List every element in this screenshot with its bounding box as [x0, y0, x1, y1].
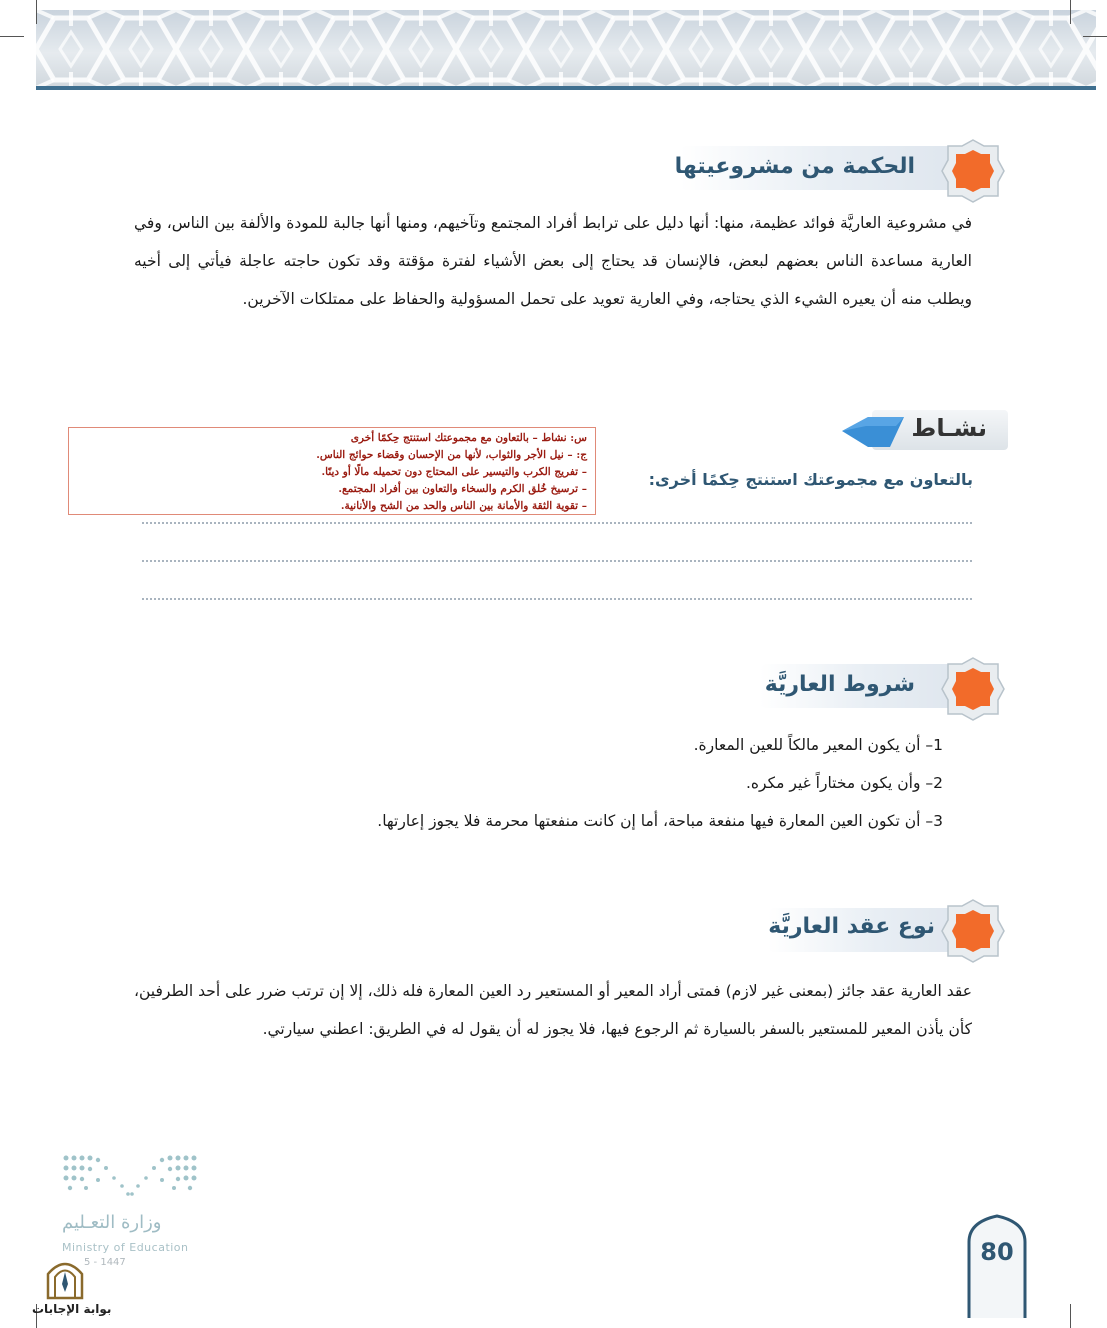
ministry-name-arabic: وزارة التعـليم — [62, 1212, 162, 1233]
answer-line: س: نشاط – بالتعاون مع مجموعتك استنتج حِكمًا أخرى — [350, 432, 587, 444]
answer-dotted-line — [142, 560, 972, 562]
page-number: 80 — [980, 1238, 1014, 1266]
condition-item: 3– أن تكون العين المعارة فيها منفعة مباحة، أما إن كانت منفعتها محرمة فلا يجوز إعارتها. — [377, 812, 943, 830]
crop-mark — [1083, 36, 1107, 37]
section-title-conditions: شروط العاريَّة — [764, 672, 915, 697]
answer-line: – ترسيخ خُلق الكرم والسخاء والتعاون بين أفراد المجتمع. — [338, 483, 587, 495]
crop-mark — [0, 36, 24, 37]
condition-item: 2– وأن يكون مختاراً غير مكره. — [746, 774, 943, 792]
crop-mark — [1070, 0, 1071, 24]
ministry-logo-icon — [62, 1154, 198, 1200]
site-name: بوابة الإجابات — [32, 1302, 112, 1316]
activity-prompt: بالتعاون مع مجموعتك استنتج حِكمًا أخرى: — [648, 470, 973, 489]
header-rule — [36, 86, 1096, 90]
answer-line: – تفريج الكرب والتيسير على المحتاج دون تحميله مالًا أو دينًا. — [321, 466, 587, 478]
activity-title: نشـاط — [911, 414, 987, 442]
section-title-contract: نوع عقد العاريَّة — [768, 914, 935, 939]
header-ornament-band — [36, 10, 1096, 88]
handwritten-answer-box — [68, 427, 596, 515]
ministry-name-english: Ministry of Education — [62, 1241, 189, 1254]
crop-mark — [1070, 1304, 1071, 1328]
condition-item: 1– أن يكون المعير مالكاً للعين المعارة. — [693, 736, 943, 754]
contract-paragraph: عقد العارية عقد جائز (بمعنى غير لازم) فمتى أراد المعير أو المستعير رد العين المعارة فله ذلك، إلا إن ترتب ضرر على أحد الطرفين، كأن يأذن المعير للمستعير بالسفر بالسيارة ثم الرجوع فيها، فلا يجوز له أن يقول له في الطريق: اعطني سيارتي. — [134, 982, 972, 1038]
octagon-badge-icon — [940, 138, 1006, 204]
wisdom-paragraph: في مشروعية العاريَّة فوائد عظيمة، منها: أنها دليل على ترابط أفراد المجتمع وتآخيهم، ومنها أنها جالبة للمودة والألفة بين الناس، وفي العارية مساعدة الناس بعضهم لبعض، فالإنسان قد يحتاج إلى بعض الأشياء لفترة مؤقتة وقد تكون حاجته عاجلة فيأتي إلى أخيه ويطلب منه أن يعيره الشيء الذي يحتاجه، وفي العارية تعويد على تحمل المسؤولية والحفاظ على ممتلكات الآخرين. — [134, 214, 972, 308]
ministry-year: 5 - 1447 — [84, 1257, 126, 1268]
activity-arrow-icon — [842, 416, 904, 448]
header-pattern-icon — [36, 10, 1096, 88]
site-logo-icon — [44, 1256, 86, 1300]
answer-dotted-line — [142, 522, 972, 524]
page-number-badge-icon — [966, 1214, 1028, 1318]
octagon-badge-icon — [940, 656, 1006, 722]
answer-line: ج: – نيل الأجر والثواب، لأنها من الإحسان وقضاء حوائج الناس. — [316, 449, 587, 461]
section-title-wisdom: الحكمة من مشروعيتها — [674, 154, 915, 179]
answer-dotted-line — [142, 598, 972, 600]
octagon-badge-icon — [940, 898, 1006, 964]
answer-line: – تقوية الثقة والأمانة بين الناس والحد من الشح والأنانية. — [340, 500, 587, 512]
crop-mark — [36, 0, 37, 24]
